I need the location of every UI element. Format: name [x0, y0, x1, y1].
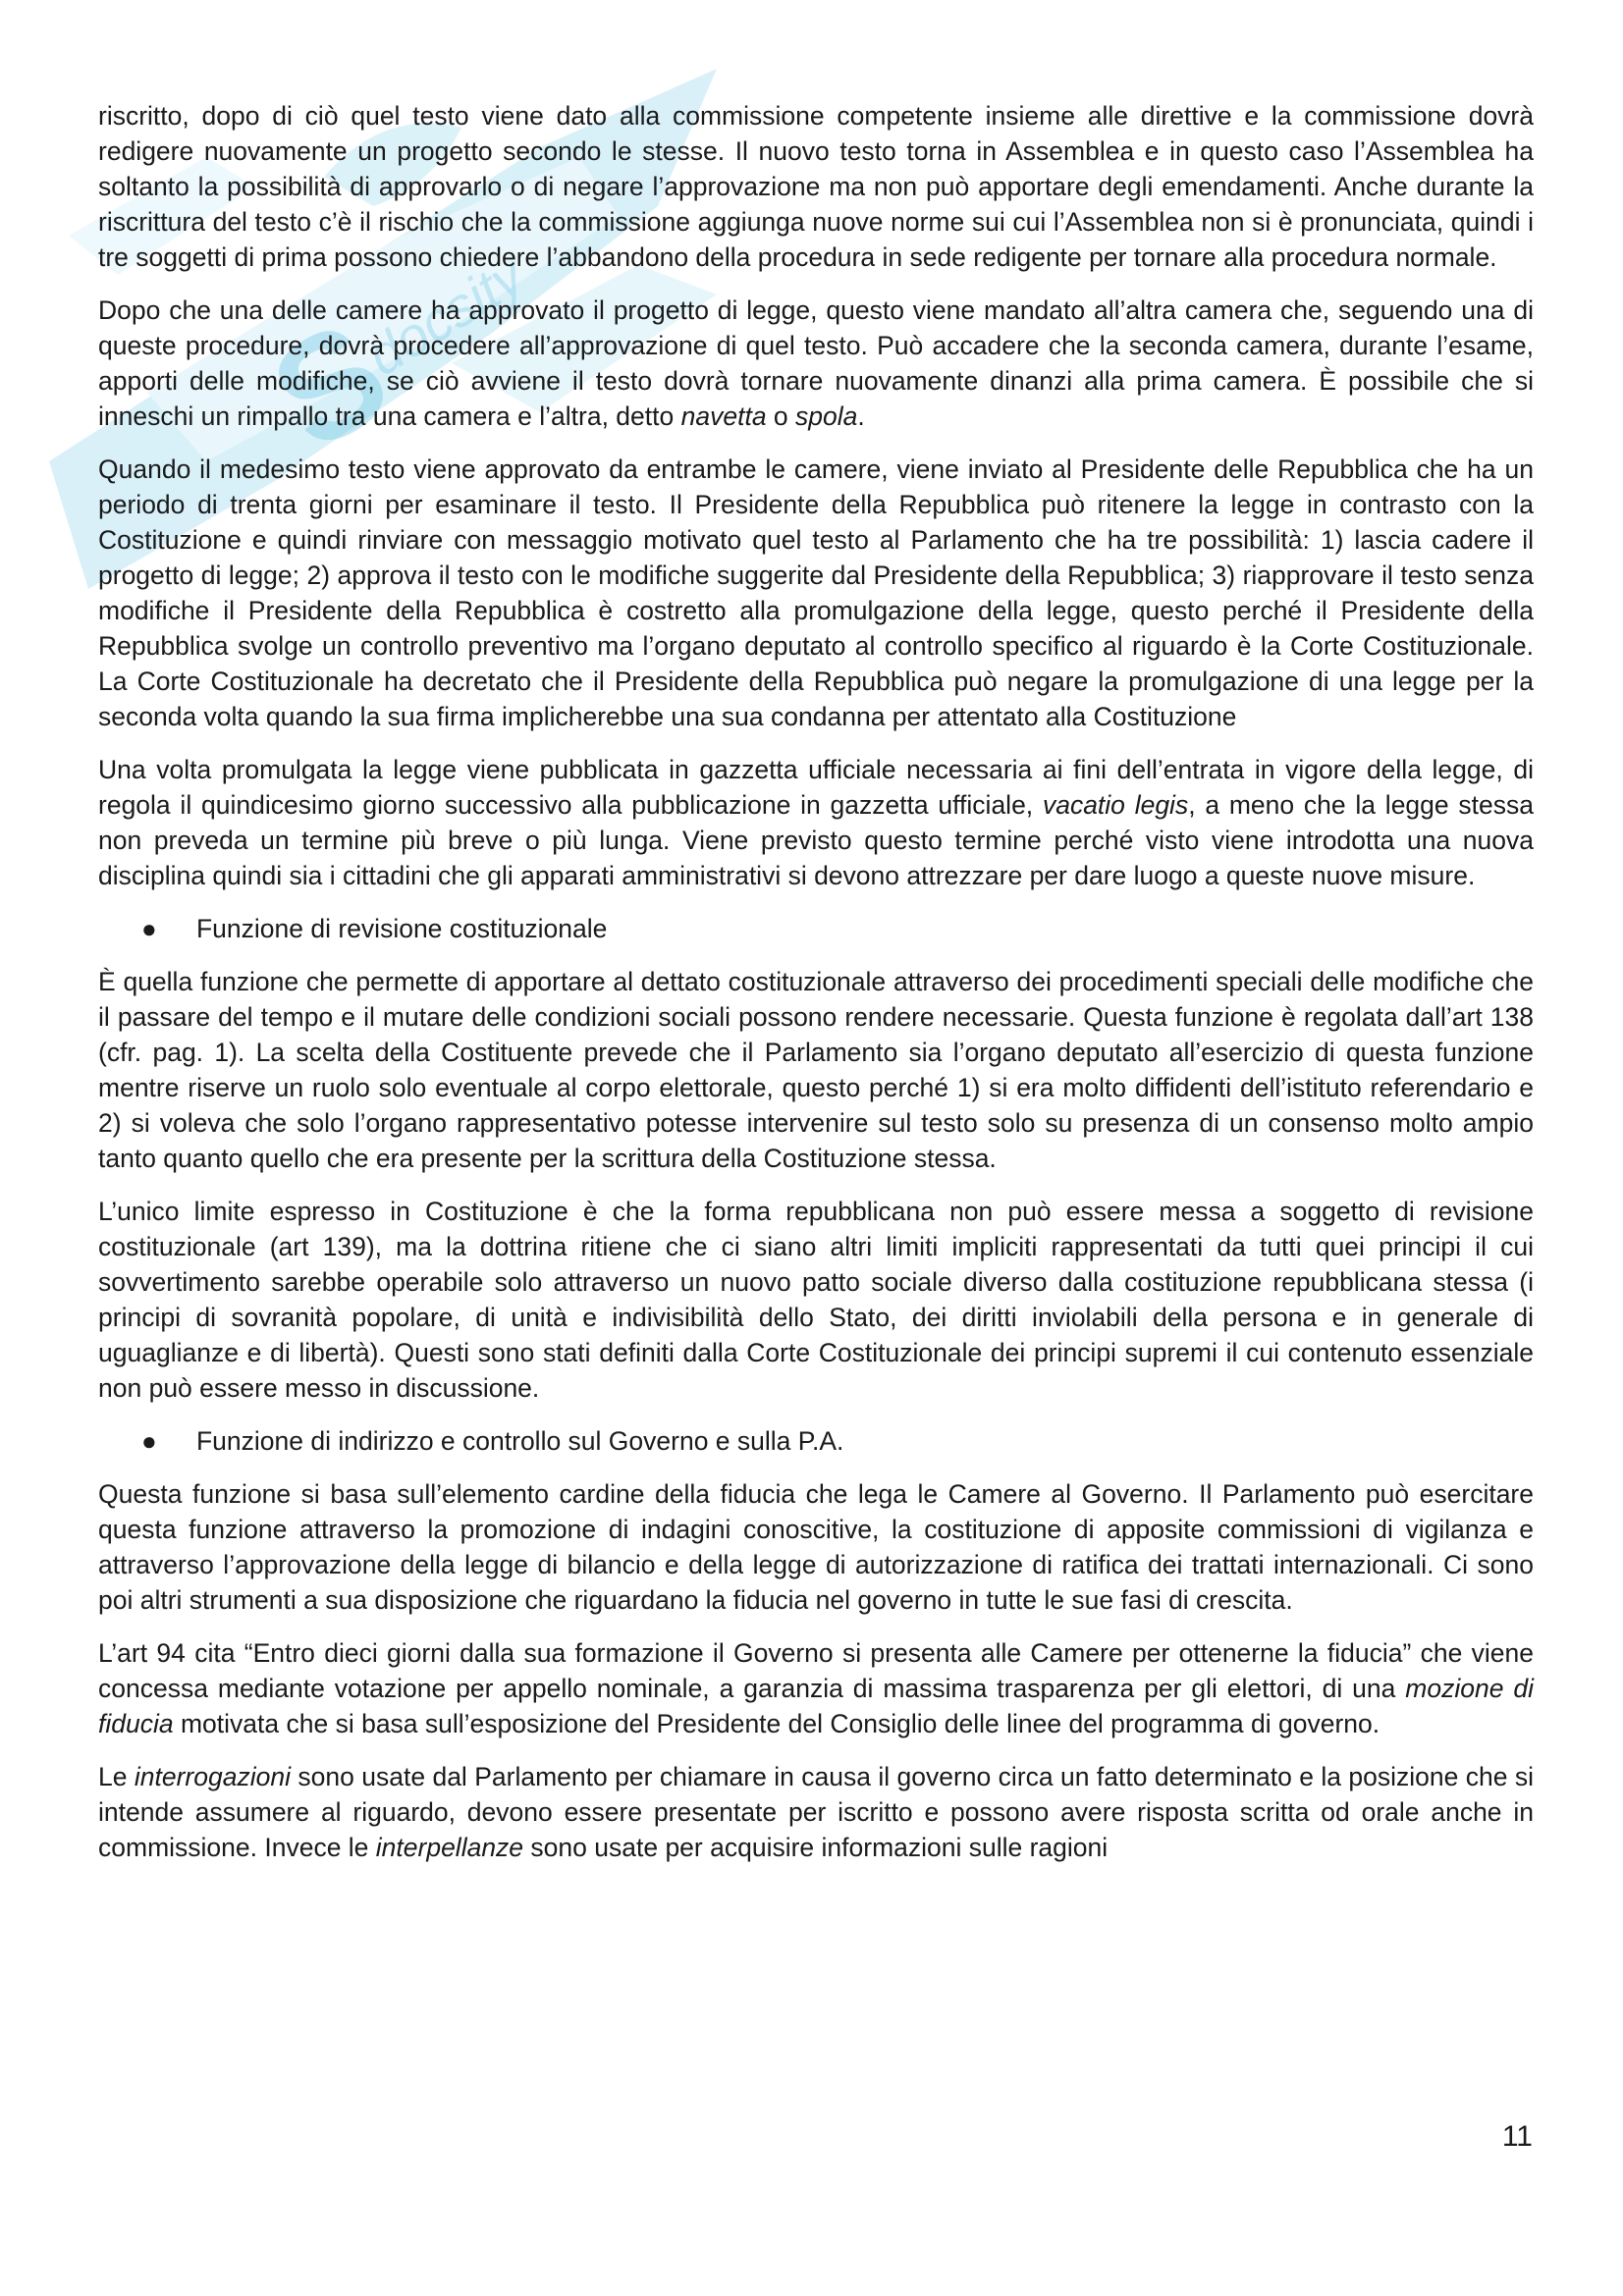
paragraph-navetta: Dopo che una delle camere ha approvato il progetto di legge, questo viene mandato all’altra camera che, seguendo una di queste procedure, dovrà procedere all’approvazione di quel testo. Può accadere che la seconda camera, durante l’esame, apporti delle modifiche, se ciò avviene il testo dovrà tornare nuovamente dinanzi alla prima camera. È possibile che si inneschi un rimpallo tra una camera e l’altra, detto navetta o spola.	[98, 295, 1534, 431]
italic-term: interpellanze	[375, 1833, 524, 1862]
bullet-dot-icon: ●	[141, 1426, 157, 1456]
paragraph-presidente-repubblica: Quando il medesimo testo viene approvato da entrambe le camere, viene inviato al Presidente delle Repubblica che ha un periodo di trenta giorni per esaminare il testo. Il Presidente della Repubblica può ritenere la legge in contrasto con la Costituzione e quindi rinviare con messaggio motivato quel testo al Parlamento che ha tre possibilità: 1) lascia cadere il progetto di legge; 2) approva il testo con le modifiche suggerite dal Presidente della Repubblica; 3) riapprovare il testo senza modifiche il Presidente della Repubblica è costretto alla promulgazione della legge, questo perché il Presidente della Repubblica svolge un controllo preventivo ma l’organo deputato al controllo specifico al riguardo è la Corte Costituzionale. La Corte Costituzionale ha decretato che il Presidente della Repubblica può negare la promulgazione di una legge per la seconda volta quando la sua firma implicherebbe una sua condanna per attentato alla Costituzione	[98, 454, 1534, 731]
italic-term: spola	[795, 401, 858, 431]
paragraph-limiti-revisione: L’unico limite espresso in Costituzione è che la forma repubblicana non può essere messa a soggetto di revisione costituzionale (art 139), ma la dottrina ritiene che ci siano altri limiti impliciti rappresentati da tutti quei principi il cui sovvertimento sarebbe operabile solo attraverso un nuovo patto sociale diverso dalla costituzione repubblicana stessa (i principi di sovranità popolare, di unità e indivisibilità dello Stato, dei diritti inviolabili della persona e in generale di uguaglianze e di libertà). Questi sono stati definiti dalla Corte Costituzionale dei principi supremi il cui contenuto essenziale non può essere messo in discussione.	[98, 1197, 1534, 1403]
bullet-label: Funzione di indirizzo e controllo sul Governo e sulla P.A.	[196, 1426, 844, 1456]
bullet-indirizzo-controllo	[98, 1423, 1534, 1459]
paragraph-sede-redigente: riscritto, dopo di ciò quel testo viene dato alla commissione competente insieme alle direttive e la commissione dovrà redigere nuovamente un progetto secondo le stesse. Il nuovo testo torna in Assemblea e in questo caso l’Assemblea ha soltanto la possibilità di approvarlo o di negare l’approvazione ma non può apportare degli emendamenti. Anche durante la riscrittura del testo c’è il rischio che la commissione aggiunga nuove norme sui cui l’Assemblea non si è pronunciata, quindi i tre soggetti di prima possono chiedere l’abbandono della procedura in sede redigente per tornare alla procedura normale.	[98, 101, 1534, 272]
bullet-revisione-costituzionale	[98, 911, 1534, 946]
paragraph-interrogazioni: Le interrogazioni sono usate dal Parlamento per chiamare in causa il governo circa un fatto determinato e la posizione che si intende assumere al riguardo, devono essere presentate per iscritto e possono avere risposta scritta od orale anche in commissione. Invece le interpellanze sono usate per acquisire informazioni sulle ragioni	[98, 1762, 1534, 1862]
italic-term: interrogazioni	[134, 1762, 291, 1791]
italic-term: navetta	[680, 401, 767, 431]
paragraph-fiducia: Questa funzione si basa sull’elemento cardine della fiducia che lega le Camere al Governo. Il Parlamento può esercitare questa funzione attraverso la promozione di indagini conoscitive, la costituzione di apposite commissioni di vigilanza e attraverso l’approvazione della legge di bilancio e della legge di autorizzazione di ratifica dei trattati internazionali. Ci sono poi altri strumenti a sua disposizione che riguardano la fiducia nel governo in tutte le sue fasi di crescita.	[98, 1479, 1534, 1615]
italic-term: vacatio legis	[1042, 790, 1189, 820]
document-page	[98, 98, 1534, 1883]
svg-text:S: S	[243, 289, 415, 481]
paragraph-revisione-funzione: È quella funzione che permette di apportare al dettato costituzionale attraverso dei procedimenti speciali delle modifiche che il passare del tempo e il mutare delle condizioni sociali possono rendere necessarie. Questa funzione è regolata dall’art 138 (cfr. pag. 1). La scelta della Costituente prevede che il Parlamento sia l’organo deputato all’esercizio di questa funzione mentre riserve un ruolo solo eventuale al corpo elettorale, questo perché 1) si era molto diffidenti dell’istituto referendario e 2) si voleva che solo l’organo rappresentativo potesse intervenire sul testo solo su presenza di un consenso molto ampio tanto quanto quello che era presente per la scrittura della Costituzione stessa.	[98, 967, 1534, 1173]
svg-text:docsity: docsity	[355, 243, 535, 388]
bullet-dot-icon: ●	[141, 914, 157, 943]
paragraph-promulgazione: Una volta promulgata la legge viene pubblicata in gazzetta ufficiale necessaria ai fini dell’entrata in vigore della legge, di regola il quindicesimo giorno successivo alla pubblicazione in gazzetta ufficiale, vacatio legis, a meno che la legge stessa non preveda un termine più breve o più lunga. Viene previsto questo termine perché visto viene introdotta una nuova disciplina quindi sia i cittadini che gli apparati amministrativi si devono attrezzare per dare luogo a queste nuove misure.	[98, 755, 1535, 890]
bullet-label: Funzione di revisione costituzionale	[196, 914, 608, 943]
paragraph-art-94: L’art 94 cita “Entro dieci giorni dalla sua formazione il Governo si presenta alle Camere per ottenerne la fiducia” che viene concessa mediante votazione per appello nominale, a garanzia di massima trasparenza per gli elettori, di una mozione di fiducia motivata che si basa sull’esposizione del Presidente del Consiglio delle linee del programma di governo.	[98, 1638, 1535, 1738]
page-number: 11	[1501, 2120, 1533, 2153]
italic-term: mozione di fiducia	[98, 1674, 1535, 1738]
